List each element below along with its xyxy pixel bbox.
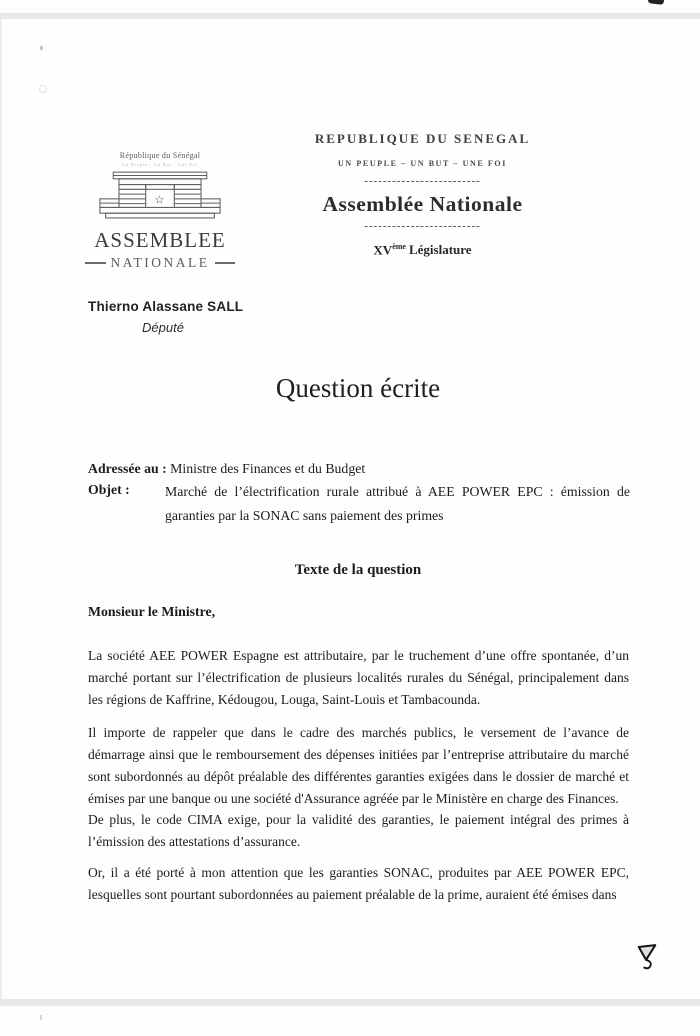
page-left-edge <box>0 19 2 999</box>
assembly-seal <box>85 151 235 271</box>
page-separator-bottom <box>0 999 700 1006</box>
dashed-separator: ------------------------- <box>364 175 481 187</box>
seal-subcaption: Un Peuple - Un But - Une Foi <box>121 162 199 167</box>
previous-page-edge <box>0 0 700 13</box>
scan-speck <box>40 1015 42 1020</box>
scan-speck <box>39 85 47 93</box>
dash-left <box>85 262 106 264</box>
document-title: Question écrite <box>275 373 441 403</box>
legislature-line: XVème Législature <box>373 242 472 258</box>
national-motto: UN PEUPLE – UN BUT – UNE FOI <box>338 159 507 168</box>
body-paragraph: La société AEE POWER Espagne est attributaire, par le truchement d’une offre spontanée, d’un marché portant sur l’électrification de plusieurs localités rurales du Sénégal, principalement dans les régions de Kaffrine, Kédougou, Louga, Saint-Louis et Tambacounda. <box>88 647 629 707</box>
seal-caption: République du Sénégal <box>119 151 201 160</box>
addressee-value: Ministre des Finances et du Budget <box>170 460 366 476</box>
scan-speck <box>40 46 43 50</box>
paraph-mark <box>636 943 658 973</box>
author-title: Député <box>142 320 184 335</box>
dash-right <box>215 262 236 264</box>
body-paragraph: De plus, le code CIMA exige, pour la validité des garanties, le paiement intégral des primes à l’émission des attestations d’assurance. <box>88 811 629 849</box>
subject-label: Objet : <box>88 482 130 497</box>
assembly-building-icon <box>98 170 222 222</box>
subject-value: Marché de l’électrification rurale attribué à AEE POWER EPC : émission de garanties par la SONAC sans paiement des primes <box>165 484 630 523</box>
dashed-separator: ------------------------- <box>364 220 481 232</box>
republic-title: REPUBLIQUE DU SENEGAL <box>314 131 531 146</box>
letter-page <box>0 19 700 999</box>
letterhead <box>280 131 565 258</box>
seal-wordmark-sub: NATIONALE <box>85 255 235 271</box>
addressee-label: Adressée au : <box>88 460 167 476</box>
addressee-line <box>88 461 648 477</box>
author-name: Thierno Alassane SALL <box>88 299 244 314</box>
body-paragraph: Or, il a été porté à mon attention que les garanties SONAC, produites par AEE POWER EPC, lesquelles sont pourtant subordonnées au paiement préalable de la prime, auraient été émises dans <box>88 864 629 902</box>
seal-wordmark: ASSEMBLEE <box>94 228 226 252</box>
body-paragraph: Il importe de rappeler que dans le cadre des marchés publics, le versement de l’avance de démarrage ainsi que le remboursement des dépenses initiées par l’entreprise attributaire du marché sont subordonnés au dépôt préalable des différentes garanties exigées dans le dossier de marché et émises par une banque ou une société d'Assurance agréée par le Ministère en charge des Finances. <box>88 724 629 806</box>
salutation: Monsieur le Ministre, <box>88 604 216 619</box>
star-icon: ☆ <box>154 194 165 207</box>
section-heading: Texte de la question <box>294 562 422 578</box>
next-page-edge <box>0 1006 700 1036</box>
assembly-name: Assemblée Nationale <box>322 192 523 216</box>
